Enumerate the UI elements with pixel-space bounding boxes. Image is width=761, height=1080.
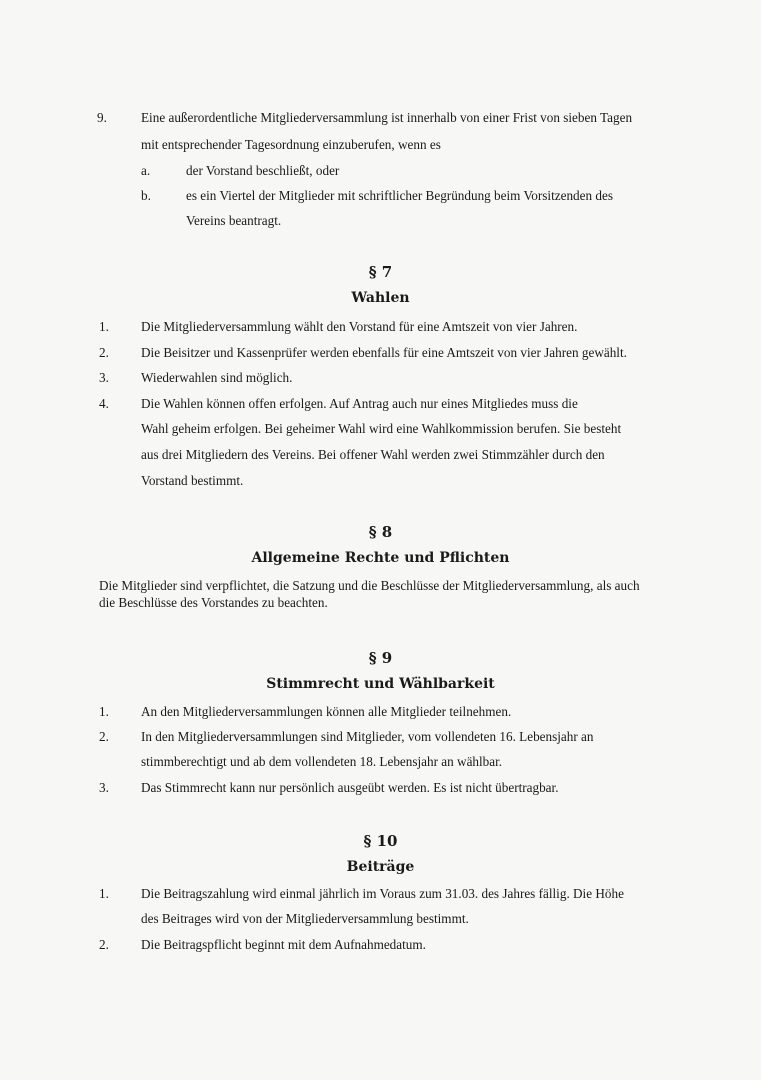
- s7-item-2-line-1: Die Beisitzer und Kassenprüfer werden ebenfalls für eine Amtszeit von vier Jahren gewählt.: [141, 345, 627, 360]
- item-9-line-1: Eine außerordentliche Mitgliederversammlung ist innerhalb von einer Frist von sieben Tagen: [141, 110, 633, 125]
- s7-item-4-number: 4.: [99, 396, 109, 411]
- s7-item-1-number: 1.: [99, 319, 109, 334]
- item-9-a-label: a.: [141, 163, 151, 178]
- s10-item-2-line-1: Die Beitragspflicht beginnt mit dem Aufnahmedatum.: [141, 937, 426, 952]
- s8-line-1: Die Mitglieder sind verpflichtet, die Satzung und die Beschlüsse der Mitgliederversammlung, als auch: [99, 578, 640, 593]
- s7-item-4-line-2: Wahl geheim erfolgen. Bei geheimer Wahl wird eine Wahlkommission berufen. Sie besteht: [141, 421, 622, 436]
- item-9-b-line-2: Vereins beantragt.: [186, 213, 282, 228]
- s7-item-4-line-3: aus drei Mitgliedern des Vereins. Bei offener Wahl werden zwei Stimmzähler durch den: [141, 447, 605, 462]
- s9-item-2-line-1: In den Mitgliederversammlungen sind Mitglieder, vom vollendeten 16. Lebensjahr an: [141, 729, 594, 744]
- item-9-b-line-1: es ein Viertel der Mitglieder mit schriftlicher Begründung beim Vorsitzenden des: [186, 188, 613, 203]
- s10-item-2-number: 2.: [99, 937, 109, 952]
- item-9-a-text: der Vorstand beschließt, oder: [186, 163, 340, 178]
- item-9-b-label: b.: [141, 188, 151, 203]
- s10-item-1-line-2: des Beitrages wird von der Mitgliederversammlung bestimmt.: [141, 911, 469, 926]
- s7-item-4-line-4: Vorstand bestimmt.: [141, 473, 244, 488]
- section-10-paragraph: § 10: [363, 832, 398, 850]
- s7-item-4-line-1: Die Wahlen können offen erfolgen. Auf Antrag auch nur eines Mitgliedes muss die: [141, 396, 578, 411]
- s10-item-1-line-1: Die Beitragszahlung wird einmal jährlich im Voraus zum 31.03. des Jahres fällig. Die Höhe: [141, 886, 624, 901]
- s9-item-3-line-1: Das Stimmrecht kann nur persönlich ausgeübt werden. Es ist nicht übertragbar.: [141, 780, 559, 795]
- section-9-title: Stimmrecht und Wählbarkeit: [266, 676, 495, 692]
- section-7-paragraph: § 7: [368, 263, 393, 281]
- s8-line-2: die Beschlüsse des Vorstandes zu beachten.: [99, 595, 328, 610]
- section-7-title: Wahlen: [351, 290, 410, 306]
- section-9-paragraph: § 9: [368, 649, 393, 667]
- item-9-number: 9.: [97, 110, 107, 125]
- s9-item-1-number: 1.: [99, 704, 109, 719]
- section-10-title: Beiträge: [346, 859, 415, 875]
- s9-item-3-number: 3.: [99, 780, 109, 795]
- s9-item-2-number: 2.: [99, 729, 109, 744]
- s7-item-1-line-1: Die Mitgliederversammlung wählt den Vorstand für eine Amtszeit von vier Jahren.: [141, 319, 578, 334]
- s9-item-2-line-2: stimmberechtigt und ab dem vollendeten 18. Lebensjahr an wählbar.: [141, 754, 503, 769]
- section-8-title: Allgemeine Rechte und Pflichten: [251, 550, 510, 566]
- item-9-line-2: mit entsprechender Tagesordnung einzuberufen, wenn es: [141, 137, 441, 152]
- s10-item-1-number: 1.: [99, 886, 109, 901]
- s7-item-2-number: 2.: [99, 345, 109, 360]
- s7-item-3-line-1: Wiederwahlen sind möglich.: [141, 370, 293, 385]
- s7-item-3-number: 3.: [99, 370, 109, 385]
- s9-item-1-line-1: An den Mitgliederversammlungen können alle Mitglieder teilnehmen.: [141, 704, 512, 719]
- section-8-paragraph: § 8: [368, 523, 393, 541]
